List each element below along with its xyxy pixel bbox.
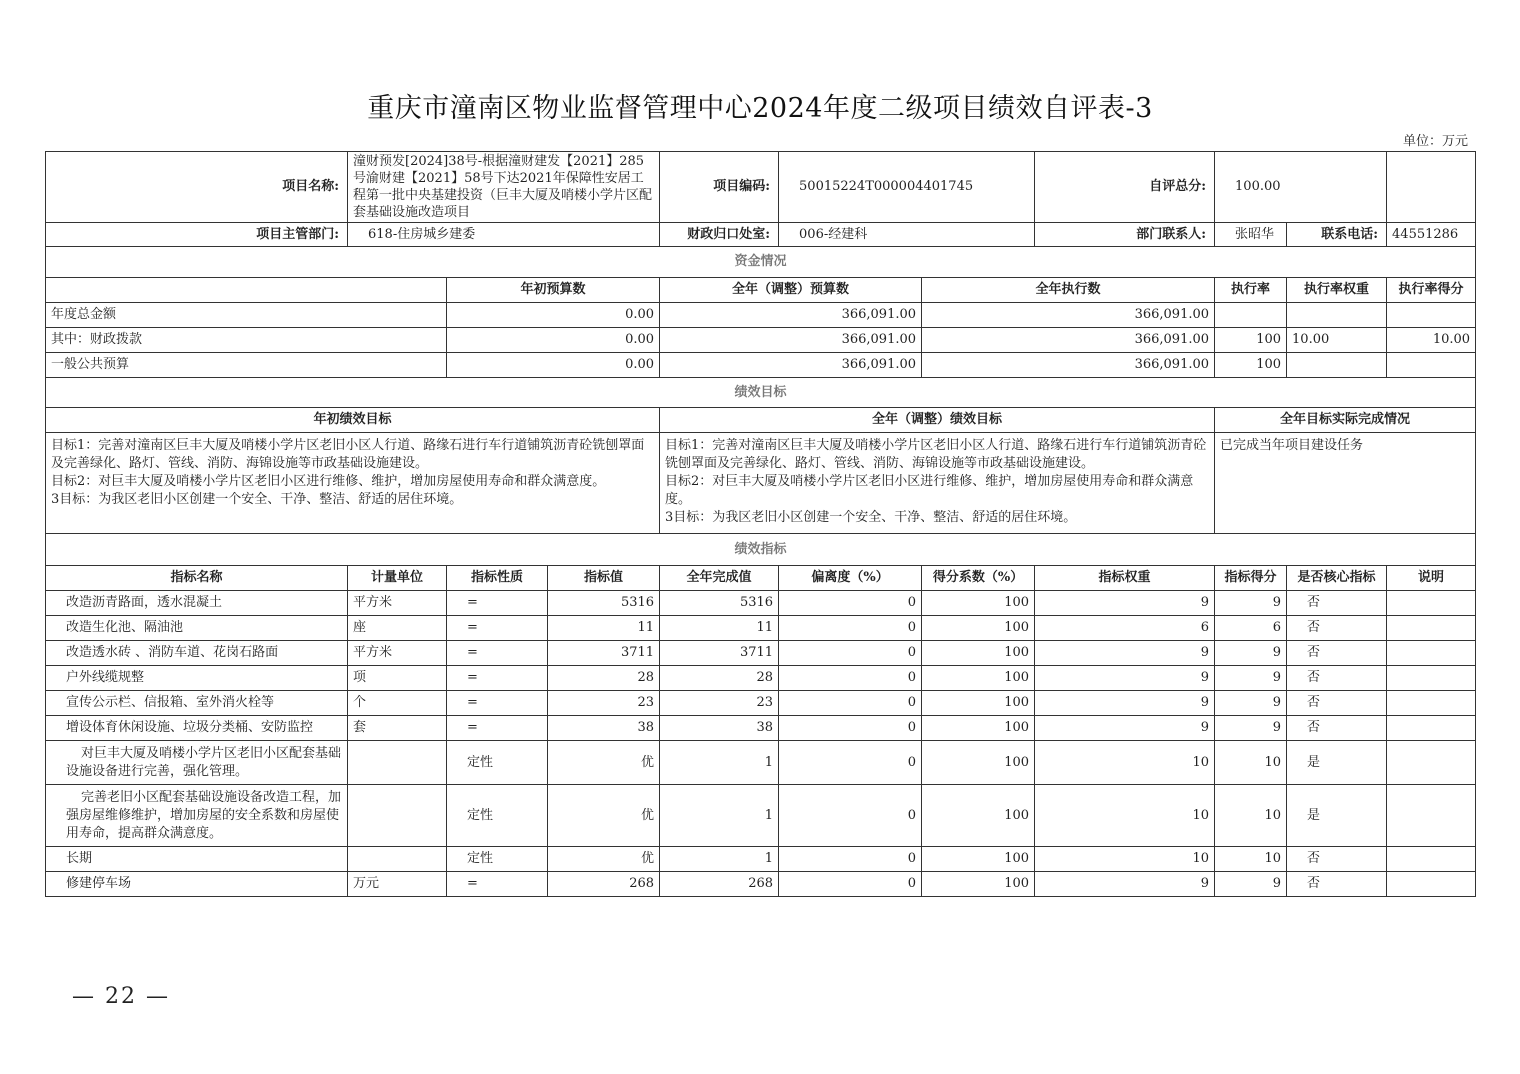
ind-value: 优 xyxy=(548,847,660,872)
funds-row-executed: 366,091.00 xyxy=(922,303,1215,328)
ind-note xyxy=(1387,847,1476,872)
funds-row xyxy=(46,303,1476,328)
indicator-row xyxy=(46,616,1476,641)
project-name-label: 项目名称: xyxy=(46,152,348,223)
finance-label: 财政归口处室: xyxy=(660,223,779,247)
goals-section-row xyxy=(46,378,1476,408)
ind-core: 否 xyxy=(1287,847,1387,872)
ind-header-name: 指标名称 xyxy=(46,566,348,591)
goals-header-actual: 全年目标实际完成情况 xyxy=(1215,408,1476,433)
ind-value: 优 xyxy=(548,741,660,785)
ind-name: 对巨丰大厦及哨楼小学片区老旧小区配套基础设施设备进行完善，强化管理。 xyxy=(46,741,348,785)
ind-value: 优 xyxy=(548,785,660,847)
ind-core: 否 xyxy=(1287,641,1387,666)
ind-header-nature: 指标性质 xyxy=(447,566,548,591)
ind-note xyxy=(1387,616,1476,641)
ind-header-deviation: 偏离度（%） xyxy=(779,566,922,591)
ind-note xyxy=(1387,691,1476,716)
ind-unit: 项 xyxy=(348,666,447,691)
ind-score: 9 xyxy=(1215,691,1287,716)
goals-section-title: 绩效目标 xyxy=(46,378,1476,408)
ind-coefficient: 100 xyxy=(922,641,1035,666)
funds-row-score: 10.00 xyxy=(1387,328,1476,353)
ind-note xyxy=(1387,641,1476,666)
ind-header-core: 是否核心指标 xyxy=(1287,566,1387,591)
ind-deviation: 0 xyxy=(779,847,922,872)
funds-header-score: 执行率得分 xyxy=(1387,278,1476,303)
funds-row-weight: 10.00 xyxy=(1287,328,1387,353)
empty-cell xyxy=(1387,152,1476,223)
goals-header-row xyxy=(46,408,1476,433)
funds-header-rate: 执行率 xyxy=(1215,278,1287,303)
project-code: 50015224T000004401745 xyxy=(779,152,1035,223)
ind-core: 是 xyxy=(1287,785,1387,847)
ind-weight: 9 xyxy=(1035,666,1215,691)
ind-coefficient: 100 xyxy=(922,847,1035,872)
ind-nature: = xyxy=(447,716,548,741)
ind-coefficient: 100 xyxy=(922,785,1035,847)
ind-value: 23 xyxy=(548,691,660,716)
project-name: 潼财预发[2024]38号-根据潼财建发【2021】285号渝财建【2021】58号下达2021年保障性安居工程第一批中央基建投资（巨丰大厦及哨楼小学片区配套基础设施改造项目 xyxy=(348,152,660,223)
ind-completed: 1 xyxy=(660,847,779,872)
ind-header-note: 说明 xyxy=(1387,566,1476,591)
ind-deviation: 0 xyxy=(779,641,922,666)
ind-note xyxy=(1387,666,1476,691)
ind-deviation: 0 xyxy=(779,616,922,641)
ind-header-value: 指标值 xyxy=(548,566,660,591)
indicator-row xyxy=(46,641,1476,666)
ind-completed: 28 xyxy=(660,666,779,691)
ind-coefficient: 100 xyxy=(922,666,1035,691)
ind-value: 268 xyxy=(548,872,660,897)
score-label: 自评总分: xyxy=(1035,152,1215,223)
ind-completed: 11 xyxy=(660,616,779,641)
ind-unit xyxy=(348,741,447,785)
indicator-row xyxy=(46,591,1476,616)
goals-header-adjusted: 全年（调整）绩效目标 xyxy=(660,408,1215,433)
funds-section-title: 资金情况 xyxy=(46,247,1476,278)
contact-value: 张昭华 xyxy=(1215,223,1287,247)
funds-row-initial: 0.00 xyxy=(447,303,660,328)
ind-score: 9 xyxy=(1215,641,1287,666)
funds-header-adjusted: 全年（调整）预算数 xyxy=(660,278,922,303)
indicator-row xyxy=(46,716,1476,741)
phone-value: 44551286 xyxy=(1387,223,1476,247)
funds-row-executed: 366,091.00 xyxy=(922,328,1215,353)
indicator-row xyxy=(46,691,1476,716)
funds-header-initial: 年初预算数 xyxy=(447,278,660,303)
ind-weight: 9 xyxy=(1035,872,1215,897)
goals-initial-text: 目标1：完善对潼南区巨丰大厦及哨楼小学片区老旧小区人行道、路缘石进行车行道铺筑沥青砼铣刨罩面及完善绿化、路灯、管线、消防、海锦设施等市政基础设施建设。 目标2：对巨丰大厦及哨楼小学片区老旧小区进行维修、维护，增加房屋使用寿命和群众满意度。 3目标：为我区老旧小区创建一个安全、干净、整洁、舒适的居住环境。 xyxy=(46,433,660,534)
ind-completed: 38 xyxy=(660,716,779,741)
ind-note xyxy=(1387,716,1476,741)
ind-nature: = xyxy=(447,666,548,691)
ind-score: 6 xyxy=(1215,616,1287,641)
ind-core: 否 xyxy=(1287,666,1387,691)
ind-deviation: 0 xyxy=(779,716,922,741)
ind-nature: = xyxy=(447,691,548,716)
ind-deviation: 0 xyxy=(779,666,922,691)
ind-name: 户外线缆规整 xyxy=(46,666,348,691)
ind-note xyxy=(1387,741,1476,785)
ind-core: 否 xyxy=(1287,616,1387,641)
ind-nature: 定性 xyxy=(447,847,548,872)
goals-adjusted-text: 目标1：完善对潼南区巨丰大厦及哨楼小学片区老旧小区人行道、路缘石进行车行道铺筑沥青砼铣刨罩面及完善绿化、路灯、管线、消防、海锦设施等市政基础设施建设。 目标2：对巨丰大厦及哨楼小学片区老旧小区进行维修、维护，增加房屋使用寿命和群众满意度。 3目标：为我区老旧小区创建一个安全、干净、整洁、舒适的居住环境。 xyxy=(660,433,1215,534)
ind-coefficient: 100 xyxy=(922,872,1035,897)
ind-weight: 6 xyxy=(1035,616,1215,641)
indicators-body xyxy=(46,591,1476,897)
empty-cell xyxy=(46,278,447,303)
ind-nature: = xyxy=(447,641,548,666)
indicator-row xyxy=(46,785,1476,847)
ind-nature: = xyxy=(447,872,548,897)
ind-name: 完善老旧小区配套基础设施设备改造工程，加强房屋维修维护，增加房屋的安全系数和房屋使用寿命，提高群众满意度。 xyxy=(46,785,348,847)
header-row-2 xyxy=(46,223,1476,247)
ind-score: 9 xyxy=(1215,591,1287,616)
ind-coefficient: 100 xyxy=(922,591,1035,616)
ind-deviation: 0 xyxy=(779,872,922,897)
funds-row-executed: 366,091.00 xyxy=(922,353,1215,378)
funds-row xyxy=(46,353,1476,378)
indicators-header-row xyxy=(46,566,1476,591)
funds-row-adjusted: 366,091.00 xyxy=(660,353,922,378)
funds-row-rate xyxy=(1215,303,1287,328)
ind-completed: 3711 xyxy=(660,641,779,666)
ind-coefficient: 100 xyxy=(922,716,1035,741)
ind-completed: 268 xyxy=(660,872,779,897)
funds-header-weight: 执行率权重 xyxy=(1287,278,1387,303)
indicator-row xyxy=(46,847,1476,872)
ind-weight: 10 xyxy=(1035,785,1215,847)
ind-name: 宣传公示栏、信报箱、室外消火栓等 xyxy=(46,691,348,716)
funds-header-executed: 全年执行数 xyxy=(922,278,1215,303)
ind-completed: 1 xyxy=(660,741,779,785)
ind-unit: 万元 xyxy=(348,872,447,897)
ind-header-score: 指标得分 xyxy=(1215,566,1287,591)
funds-row-score xyxy=(1387,303,1476,328)
ind-note xyxy=(1387,785,1476,847)
ind-value: 38 xyxy=(548,716,660,741)
phone-label: 联系电话: xyxy=(1287,223,1387,247)
contact-label: 部门联系人: xyxy=(1035,223,1215,247)
ind-name: 改造生化池、隔油池 xyxy=(46,616,348,641)
funds-row xyxy=(46,328,1476,353)
ind-completed: 23 xyxy=(660,691,779,716)
indicator-row xyxy=(46,872,1476,897)
ind-value: 11 xyxy=(548,616,660,641)
ind-weight: 9 xyxy=(1035,591,1215,616)
ind-name: 增设体育休闲设施、垃圾分类桶、安防监控 xyxy=(46,716,348,741)
funds-row-name: 其中：财政拨款 xyxy=(46,328,447,353)
ind-unit xyxy=(348,847,447,872)
ind-header-weight: 指标权重 xyxy=(1035,566,1215,591)
indicators-section-row xyxy=(46,534,1476,566)
ind-core: 是 xyxy=(1287,741,1387,785)
funds-row-name: 年度总金额 xyxy=(46,303,447,328)
ind-unit: 平方米 xyxy=(348,591,447,616)
dept-label: 项目主管部门: xyxy=(46,223,348,247)
funds-row-rate: 100 xyxy=(1215,353,1287,378)
funds-row-rate: 100 xyxy=(1215,328,1287,353)
ind-header-completed: 全年完成值 xyxy=(660,566,779,591)
ind-note xyxy=(1387,872,1476,897)
funds-row-initial: 0.00 xyxy=(447,328,660,353)
ind-core: 否 xyxy=(1287,716,1387,741)
ind-score: 9 xyxy=(1215,716,1287,741)
ind-completed: 5316 xyxy=(660,591,779,616)
funds-row-score xyxy=(1387,353,1476,378)
funds-row-adjusted: 366,091.00 xyxy=(660,328,922,353)
ind-unit xyxy=(348,785,447,847)
ind-completed: 1 xyxy=(660,785,779,847)
dept-value: 618-住房城乡建委 xyxy=(348,223,660,247)
ind-weight: 10 xyxy=(1035,741,1215,785)
ind-deviation: 0 xyxy=(779,691,922,716)
indicators-section-title: 绩效指标 xyxy=(46,534,1476,566)
ind-nature: 定性 xyxy=(447,785,548,847)
ind-weight: 9 xyxy=(1035,716,1215,741)
funds-row-weight xyxy=(1287,353,1387,378)
ind-name: 长期 xyxy=(46,847,348,872)
page-title: 重庆市潼南区物业监督管理中心2024年度二级项目绩效自评表-3 xyxy=(367,93,1153,124)
page-number: — 22 — xyxy=(72,984,170,1009)
ind-note xyxy=(1387,591,1476,616)
indicator-row xyxy=(46,666,1476,691)
ind-score: 10 xyxy=(1215,847,1287,872)
ind-nature: = xyxy=(447,591,548,616)
ind-core: 否 xyxy=(1287,872,1387,897)
unit-label: 单位：万元 xyxy=(1402,134,1468,149)
ind-deviation: 0 xyxy=(779,785,922,847)
ind-value: 5316 xyxy=(548,591,660,616)
indicator-row xyxy=(46,741,1476,785)
ind-name: 改造沥青路面，透水混凝土 xyxy=(46,591,348,616)
ind-unit: 个 xyxy=(348,691,447,716)
ind-score: 9 xyxy=(1215,666,1287,691)
ind-deviation: 0 xyxy=(779,741,922,785)
ind-score: 10 xyxy=(1215,741,1287,785)
ind-core: 否 xyxy=(1287,691,1387,716)
header-row-1 xyxy=(46,152,1476,223)
goals-content-row xyxy=(46,433,1476,534)
ind-name: 修建停车场 xyxy=(46,872,348,897)
evaluation-table xyxy=(45,151,1476,897)
ind-score: 10 xyxy=(1215,785,1287,847)
ind-nature: 定性 xyxy=(447,741,548,785)
ind-weight: 9 xyxy=(1035,641,1215,666)
ind-value: 28 xyxy=(548,666,660,691)
ind-coefficient: 100 xyxy=(922,691,1035,716)
funds-section-row xyxy=(46,247,1476,278)
funds-header-row xyxy=(46,278,1476,303)
ind-unit: 套 xyxy=(348,716,447,741)
ind-weight: 9 xyxy=(1035,691,1215,716)
ind-nature: = xyxy=(447,616,548,641)
ind-coefficient: 100 xyxy=(922,741,1035,785)
ind-unit: 平方米 xyxy=(348,641,447,666)
ind-unit: 座 xyxy=(348,616,447,641)
ind-score: 9 xyxy=(1215,872,1287,897)
goals-actual-text: 已完成当年项目建设任务 xyxy=(1215,433,1476,534)
ind-core: 否 xyxy=(1287,591,1387,616)
project-code-label: 项目编码: xyxy=(660,152,779,223)
ind-coefficient: 100 xyxy=(922,616,1035,641)
ind-deviation: 0 xyxy=(779,591,922,616)
ind-header-coefficient: 得分系数（%） xyxy=(922,566,1035,591)
finance-value: 006-经建科 xyxy=(779,223,1035,247)
funds-row-name: 一般公共预算 xyxy=(46,353,447,378)
goals-header-initial: 年初绩效目标 xyxy=(46,408,660,433)
funds-row-weight xyxy=(1287,303,1387,328)
ind-name: 改造透水砖 、消防车道、花岗石路面 xyxy=(46,641,348,666)
ind-weight: 10 xyxy=(1035,847,1215,872)
funds-row-adjusted: 366,091.00 xyxy=(660,303,922,328)
ind-header-unit: 计量单位 xyxy=(348,566,447,591)
funds-row-initial: 0.00 xyxy=(447,353,660,378)
ind-value: 3711 xyxy=(548,641,660,666)
score-value: 100.00 xyxy=(1215,152,1387,223)
